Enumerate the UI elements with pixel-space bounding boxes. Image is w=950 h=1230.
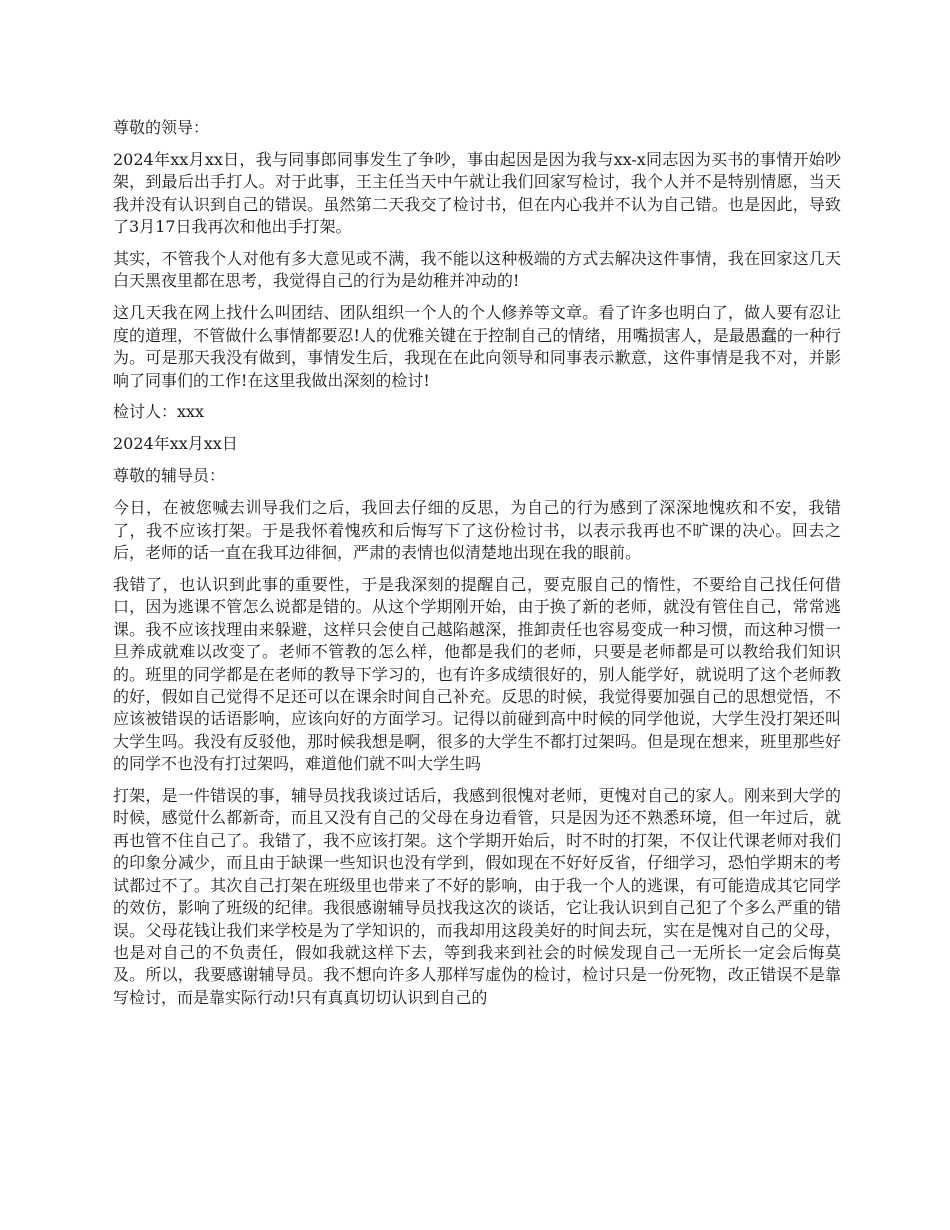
date-line: 2024年xx月xx日	[113, 434, 238, 454]
salutation-counselor: 尊敬的辅导员：	[113, 466, 226, 486]
signature-line: 检讨人：xxx	[113, 402, 205, 422]
body-paragraph: 我错了，也认识到此事的重要性，于是我深刻的提醒自己，要克服自己的惰性，不要给自己找任何借口，因为逃课不管怎么说都是错的。从这个学期刚开始，由于换了新的老师，就没有管住自己，常常逃课。我不应该找理由来躲避，这样只会使自己越陷越深，推卸责任也容易变成一种习惯，而这种习惯一旦养成就难以改变了。老师不管教的怎么样，他都是我们的老师，只要是老师都是可以教给我们知识的。班里的同学都是在老师的教导下学习的，也有许多成绩很好的，别人能学好，就说明了这个老师教的好，假如自己觉得不足还可以在课余时间自己补充。反思的时候，我觉得要加强自己的思想觉悟，不应该被错误的话语影响，应该向好的方面学习。记得以前碰到高中时候的同学他说，大学生没打架还叫大学生吗。我没有反驳他，那时候我想是啊，很多的大学生不都打过架吗。但是现在想来，班里那些好的同学不也没有打过架吗，难道他们就不叫大学生吗	[113, 574, 841, 774]
salutation-leader: 尊敬的领导：	[113, 118, 210, 137]
body-paragraph: 其实，不管我个人对他有多大意见或不满，我不能以这种极端的方式去解决这件事情，我在回家这几天白天黑夜里都在思考，我觉得自己的行为是幼稚并冲动的!	[113, 249, 841, 291]
document-page	[113, 117, 841, 1019]
body-paragraph: 这几天我在网上找什么叫团结、团队组织一个人的个人修养等文章。看了许多也明白了，做人要有忍让度的道理，不管做什么事情都要忍!人的优雅关键在于控制自己的情绪，用嘴损害人，是最愚蠢的一种行为。可是那天我没有做到，事情发生后，我现在在此向领导和同事表示歉意，这件事情是我不对，并影响了同事们的工作!在这里我做出深刻的检讨!	[113, 303, 841, 390]
body-paragraph: 打架，是一件错误的事，辅导员找我谈过话后，我感到很愧对老师，更愧对自己的家人。刚来到大学的时候，感觉什么都新奇，而且又没有自己的父母在身边看管，只是因为还不熟悉环境，但一年过后，就再也管不住自己了。我错了，我不应该打架。这个学期开始后，时不时的打架，不仅让代课老师对我们的印象分减少，而且由于缺课一些知识也没有学到，假如现在不好好反省，仔细学习，恐怕学期末的考试都过不了。其次自己打架在班级里也带来了不好的影响，由于我一个人的逃课，有可能造成其它同学的效仿，影响了班级的纪律。我很感谢辅导员找我这次的谈话，它让我认识到自己犯了个多么严重的错误。父母花钱让我们来学校是为了学知识的，而我却用这段美好的时间去玩，实在是愧对自己的父母，也是对自己的不负责任，假如我就这样下去，等到我来到社会的时候发现自己一无所长一定会后悔莫及。所以，我要感谢辅导员。我不想向许多人那样写虚伪的检讨，检讨只是一份死物，改正错误不是靠写检讨，而是靠实际行动!只有真真切切认识到自己的	[113, 786, 841, 1007]
body-paragraph: 2024年xx月xx日，我与同事郎同事发生了争吵，事由起因是因为我与xx-x同志因为买书的事情开始吵架，到最后出手打人。对于此事，王主任当天中午就让我们回家写检讨，我个人并不是特别情愿，当天我并没有认识到自己的错误。虽然第二天我交了检讨书，但在内心我并不认为自己错。也是因此，导致了3月17日我再次和他出手打架。	[113, 149, 841, 237]
body-paragraph: 今日，在被您喊去训导我们之后，我回去仔细的反思，为自己的行为感到了深深地愧疚和不安，我错了，我不应该打架。于是我怀着愧疚和后悔写下了这份检讨书，以表示我再也不旷课的决心。回去之后，老师的话一直在我耳边徘徊，严肃的表情也似清楚地出现在我的眼前。	[113, 498, 841, 562]
